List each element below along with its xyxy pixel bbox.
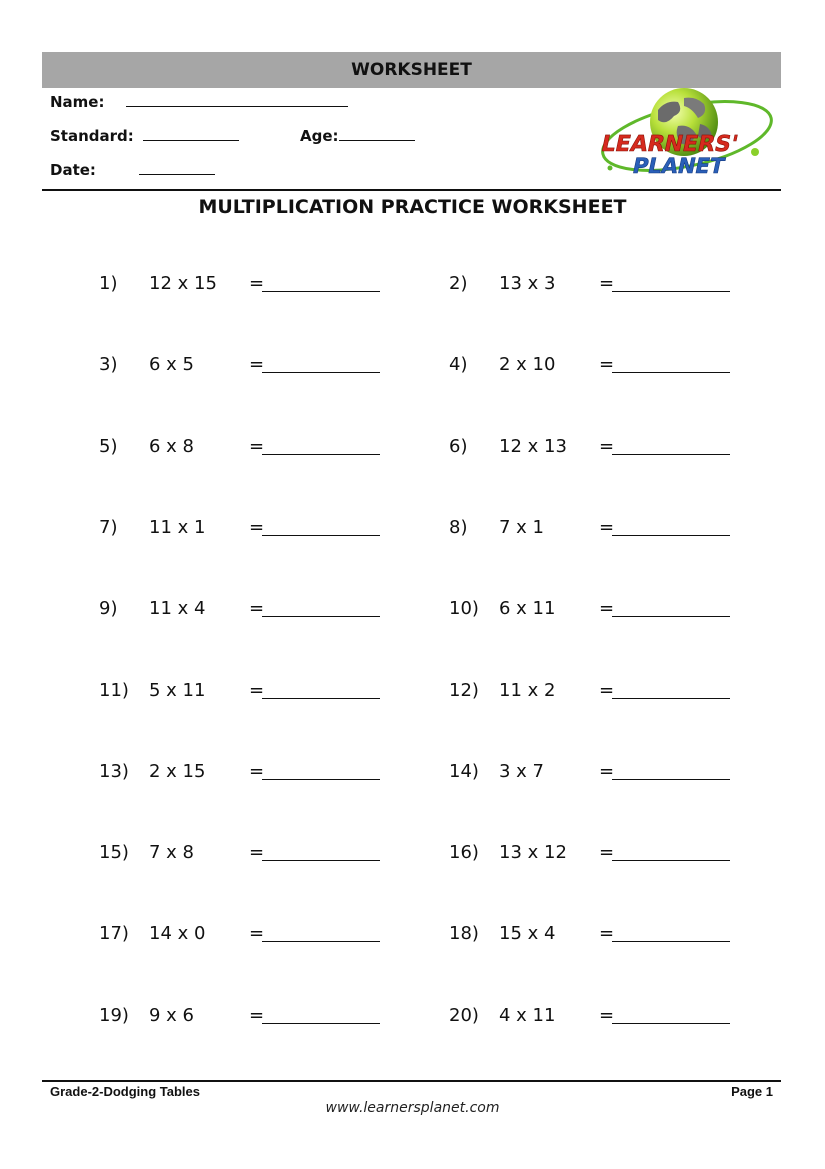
problem-expression: 11 x 4 <box>149 598 206 619</box>
problem-expression: 12 x 13 <box>499 436 567 457</box>
problem-item <box>449 433 739 461</box>
problem-item <box>449 677 739 705</box>
equals-sign: = <box>599 1005 615 1026</box>
equals-sign: = <box>599 680 615 701</box>
problem-number: 19) <box>99 1005 129 1026</box>
problem-item <box>99 677 389 705</box>
problem-number: 14) <box>449 761 479 782</box>
age-field <box>300 126 415 145</box>
problem-number: 18) <box>449 923 479 944</box>
equals-sign: = <box>599 354 615 375</box>
problem-expression: 11 x 2 <box>499 680 556 701</box>
answer-blank[interactable] <box>612 616 730 617</box>
date-field <box>50 160 215 179</box>
problem-expression: 7 x 8 <box>149 842 194 863</box>
problem-expression: 3 x 7 <box>499 761 544 782</box>
problem-item <box>99 595 389 623</box>
problem-number: 11) <box>99 680 129 701</box>
equals-sign: = <box>249 354 265 375</box>
answer-blank[interactable] <box>262 1023 380 1024</box>
problem-number: 13) <box>99 761 129 782</box>
answer-blank[interactable] <box>262 454 380 455</box>
equals-sign: = <box>599 517 615 538</box>
answer-blank[interactable] <box>262 291 380 292</box>
problem-item <box>99 514 389 542</box>
problem-expression: 2 x 15 <box>149 761 206 782</box>
problem-expression: 15 x 4 <box>499 923 556 944</box>
equals-sign: = <box>249 436 265 457</box>
footer-website-url: www.learnersplanet.com <box>325 1100 500 1116</box>
problem-item <box>449 758 739 786</box>
problem-item <box>99 433 389 461</box>
equals-sign: = <box>599 842 615 863</box>
problem-number: 15) <box>99 842 129 863</box>
equals-sign: = <box>599 436 615 457</box>
problem-number: 9) <box>99 598 118 619</box>
problem-number: 12) <box>449 680 479 701</box>
problem-number: 2) <box>449 273 468 294</box>
problem-number: 20) <box>449 1005 479 1026</box>
problem-expression: 7 x 1 <box>499 517 544 538</box>
footer-page-number: Page 1 <box>731 1084 773 1099</box>
problem-item <box>99 920 389 948</box>
equals-sign: = <box>249 598 265 619</box>
header-divider <box>42 189 781 191</box>
standard-blank[interactable] <box>143 126 239 141</box>
logo-bottom-text: PLANET <box>630 154 727 179</box>
problem-number: 7) <box>99 517 118 538</box>
name-blank[interactable] <box>126 92 348 107</box>
answer-blank[interactable] <box>262 860 380 861</box>
worksheet-header-bar <box>42 52 781 88</box>
footer-divider <box>42 1080 781 1082</box>
name-label: Name: <box>50 93 105 111</box>
problem-expression: 6 x 5 <box>149 354 194 375</box>
problem-expression: 12 x 15 <box>149 273 217 294</box>
problem-item <box>99 839 389 867</box>
equals-sign: = <box>249 517 265 538</box>
answer-blank[interactable] <box>612 1023 730 1024</box>
problem-item <box>449 595 739 623</box>
problem-item <box>99 758 389 786</box>
equals-sign: = <box>249 273 265 294</box>
problem-item <box>99 351 389 379</box>
problem-number: 5) <box>99 436 118 457</box>
standard-label: Standard: <box>50 127 134 145</box>
answer-blank[interactable] <box>612 860 730 861</box>
equals-sign: = <box>249 1005 265 1026</box>
problem-expression: 6 x 8 <box>149 436 194 457</box>
age-blank[interactable] <box>339 126 415 141</box>
problem-item <box>449 514 739 542</box>
standard-field <box>50 126 239 145</box>
problem-expression: 5 x 11 <box>149 680 206 701</box>
answer-blank[interactable] <box>612 779 730 780</box>
age-label: Age: <box>300 127 339 145</box>
problem-number: 4) <box>449 354 468 375</box>
page-title: MULTIPLICATION PRACTICE WORKSHEET <box>198 196 627 218</box>
answer-blank[interactable] <box>612 372 730 373</box>
answer-blank[interactable] <box>612 454 730 455</box>
problem-number: 16) <box>449 842 479 863</box>
answer-blank[interactable] <box>262 698 380 699</box>
equals-sign: = <box>249 761 265 782</box>
problem-item <box>99 1002 389 1030</box>
answer-blank[interactable] <box>262 535 380 536</box>
name-field <box>50 92 348 111</box>
date-blank[interactable] <box>139 160 215 175</box>
equals-sign: = <box>599 273 615 294</box>
answer-blank[interactable] <box>612 698 730 699</box>
answer-blank[interactable] <box>262 372 380 373</box>
problem-item <box>449 270 739 298</box>
problem-number: 6) <box>449 436 468 457</box>
answer-blank[interactable] <box>612 291 730 292</box>
equals-sign: = <box>599 598 615 619</box>
problem-expression: 6 x 11 <box>499 598 556 619</box>
equals-sign: = <box>249 680 265 701</box>
problem-number: 8) <box>449 517 468 538</box>
worksheet-header-title: WORKSHEET <box>351 60 472 80</box>
answer-blank[interactable] <box>262 779 380 780</box>
problem-expression: 13 x 12 <box>499 842 567 863</box>
problem-item <box>449 1002 739 1030</box>
problem-expression: 11 x 1 <box>149 517 206 538</box>
problem-number: 17) <box>99 923 129 944</box>
problem-item <box>449 920 739 948</box>
date-label: Date: <box>50 161 96 179</box>
answer-blank[interactable] <box>612 535 730 536</box>
answer-blank[interactable] <box>262 941 380 942</box>
problem-expression: 9 x 6 <box>149 1005 194 1026</box>
problem-number: 1) <box>99 273 118 294</box>
problem-number: 10) <box>449 598 479 619</box>
equals-sign: = <box>599 923 615 944</box>
answer-blank[interactable] <box>612 941 730 942</box>
problem-expression: 2 x 10 <box>499 354 556 375</box>
problem-expression: 13 x 3 <box>499 273 556 294</box>
equals-sign: = <box>249 923 265 944</box>
answer-blank[interactable] <box>262 616 380 617</box>
learners-planet-logo <box>592 86 778 188</box>
equals-sign: = <box>599 761 615 782</box>
problem-item <box>449 839 739 867</box>
footer-grade-label: Grade-2-Dodging Tables <box>50 1084 200 1099</box>
problem-expression: 4 x 11 <box>499 1005 556 1026</box>
problem-item <box>99 270 389 298</box>
problem-number: 3) <box>99 354 118 375</box>
problem-expression: 14 x 0 <box>149 923 206 944</box>
logo-top-text: LEARNERS' <box>598 131 741 157</box>
problem-item <box>449 351 739 379</box>
equals-sign: = <box>249 842 265 863</box>
